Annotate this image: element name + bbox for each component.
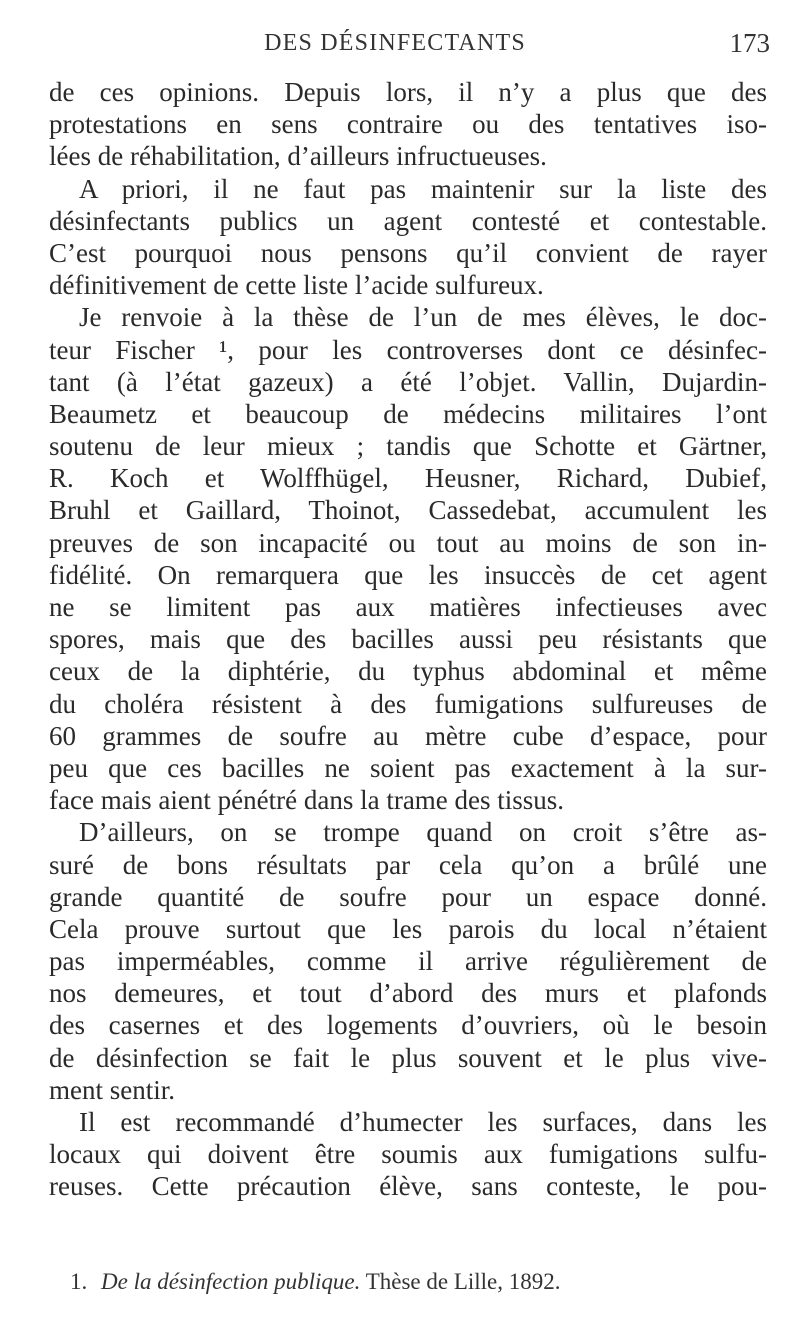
text-line: spores, mais que des bacilles aussi peu résistants que — [49, 624, 767, 655]
text-line: peu que ces bacilles ne soient pas exactement à la sur- — [49, 752, 767, 783]
text-line: protestations en sens contraire ou des tentatives iso- — [49, 109, 767, 140]
text-line: C’est pourquoi nous pensons qu’il convient de rayer — [49, 237, 767, 268]
running-head — [0, 24, 800, 64]
text-line: ment sentir. — [49, 1074, 175, 1105]
text-line: nos demeures, et tout d’abord des murs et plafonds — [49, 978, 767, 1009]
body-text — [49, 76, 767, 1203]
text-line: désinfectants publics un agent contesté et contestable. — [49, 205, 767, 236]
footnote-title: De la désinfection publique. — [101, 1269, 361, 1294]
text-line: fidélité. On remarquera que les insuccès de cet agent — [49, 559, 767, 590]
text-line: preuves de son incapacité ou tout au moins de son in- — [49, 527, 767, 558]
text-line: Beaumetz et beaucoup de médecins militaires l’ont — [49, 398, 767, 429]
text-line: lées de réhabilitation, d’ailleurs infructueuses. — [49, 141, 547, 172]
text-line: tant (à l’état gazeux) a été l’objet. Vallin, Dujardin- — [49, 366, 767, 397]
text-line: Cela prouve surtout que les parois du local n’étaient — [49, 913, 767, 944]
text-line: Il est recommandé d’humecter les surfaces, dans les — [79, 1107, 767, 1137]
text-line: Bruhl et Gaillard, Thoinot, Cassedebat, accumulent les — [49, 495, 767, 526]
text-line: du choléra résistent à des fumigations sulfureuses de — [49, 688, 767, 719]
text-line: locaux qui doivent être soumis aux fumigations sulfu- — [49, 1139, 767, 1170]
text-line: définitivement de cette liste l’acide sulfureux. — [49, 270, 544, 301]
text-line: A priori, il ne faut pas maintenir sur la liste des — [79, 173, 767, 204]
text-line: grande quantité de soufre pour un espace donné. — [49, 881, 767, 912]
text-line: de ces opinions. Depuis lors, il n’y a plus que des — [49, 77, 767, 107]
text-line: des casernes et des logements d’ouvriers, où le besoin — [49, 1010, 767, 1041]
text-line: D’ailleurs, on se trompe quand on croit s’être as- — [79, 817, 767, 848]
text-line: soutenu de leur mieux ; tandis que Schotte et Gärtner, — [49, 431, 767, 462]
text-line: 60 grammes de soufre au mètre cube d’espace, pour — [49, 720, 767, 751]
footnote-number: 1. — [70, 1269, 88, 1294]
running-title: DES DÉSINFECTANTS — [264, 30, 526, 56]
text-line: teur Fischer ¹, pour les controverses dont ce désinfec- — [49, 334, 767, 365]
text-line: ceux de la diphtérie, du typhus abdominal et même — [49, 656, 767, 687]
text-line: reuses. Cette précaution élève, sans conteste, le pou- — [49, 1171, 767, 1202]
text-line: de désinfection se fait le plus souvent et le plus vive- — [49, 1042, 767, 1073]
text-line: face mais aient pénétré dans la trame des tissus. — [49, 785, 565, 816]
footnote — [70, 1268, 770, 1296]
text-line: Je renvoie à la thèse de l’un de mes élèves, le doc- — [79, 302, 767, 333]
text-line: R. Koch et Wolffhügel, Heusner, Richard, Dubief, — [49, 463, 767, 494]
text-line: ne se limitent pas aux matières infectieuses avec — [49, 592, 767, 622]
text-line: suré de bons résultats par cela qu’on a brûlé une — [49, 849, 767, 880]
footnote-source: Thèse de Lille, 1892. — [365, 1269, 561, 1294]
text-line: pas imperméables, comme il arrive régulièrement de — [49, 946, 767, 977]
page-number: 173 — [729, 28, 770, 58]
